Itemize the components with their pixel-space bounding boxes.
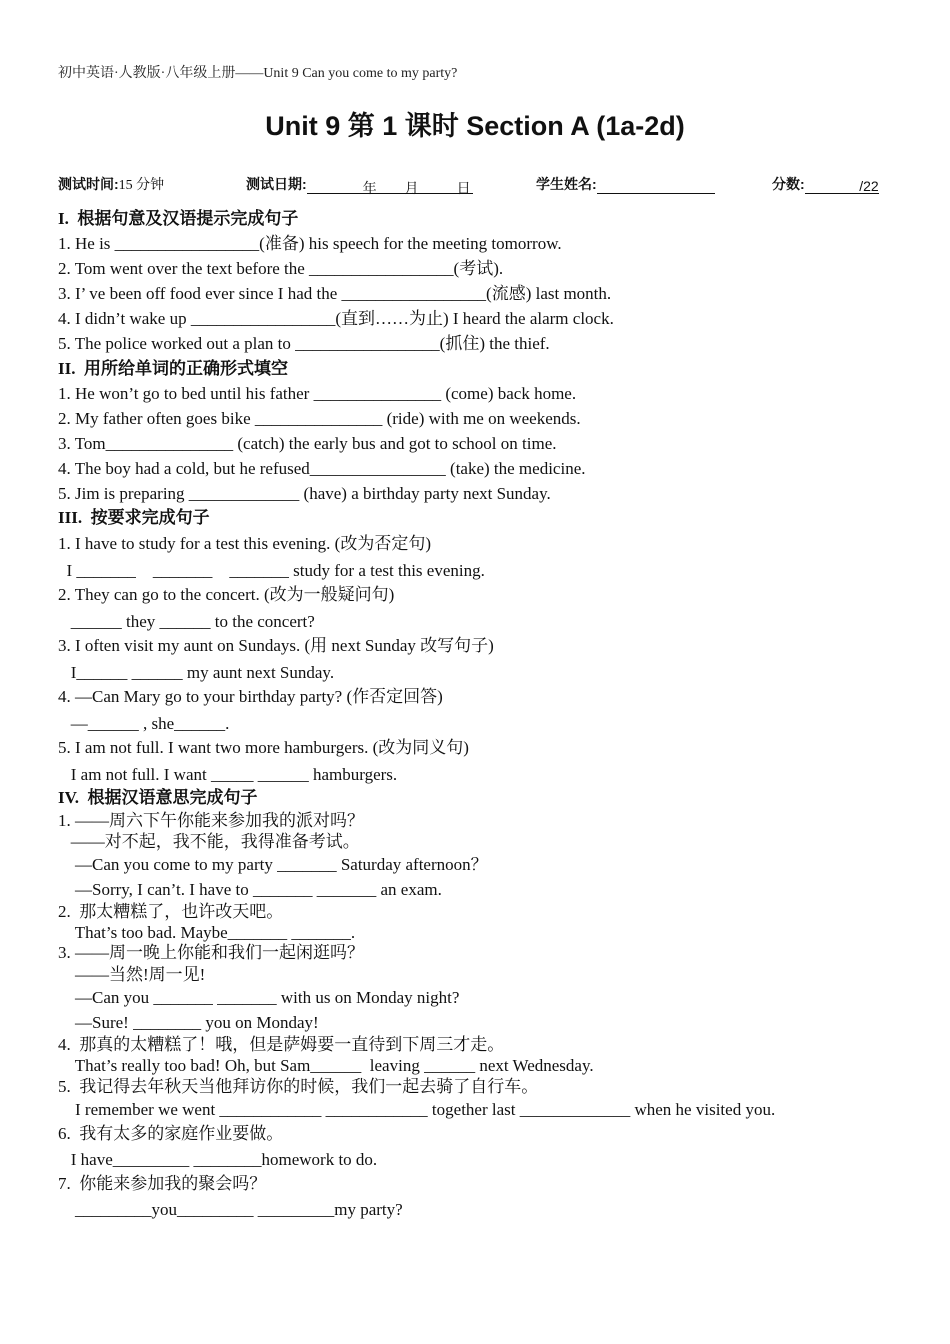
time-value: 15 分钟 [118, 178, 165, 193]
date-field[interactable] [307, 178, 473, 194]
question-line: 4. 那真的太糟糕了！哦，但是萨姆要一直待到下周三才走。 [58, 1035, 505, 1054]
month-label: 月 [404, 180, 419, 196]
test-date [246, 174, 473, 194]
question-line: 5. 我记得去年秋天当他拜访你的时候，我们一起去骑了自行车。 [58, 1077, 539, 1096]
answer-line: —______ , she______. [58, 714, 230, 733]
question-line: ——对不起，我不能，我得准备考试。 [58, 832, 360, 851]
question-line: 5. Jim is preparing _____________ (have) a birthday party next Sunday. [58, 484, 551, 503]
name-label: 学生姓名: [536, 176, 597, 192]
question-line: 2. Tom went over the text before the _________________(考试). [58, 259, 504, 278]
question-line: ——当然!周一见! [58, 965, 206, 984]
question-line: 4. I didn’t wake up _________________(直到……为止) I heard the alarm clock. [58, 309, 614, 328]
test-time [58, 174, 164, 194]
question-line: 4. —Can Mary go to your birthday party? (作否定回答) [58, 687, 443, 706]
question-line: 6. 我有太多的家庭作业要做。 [58, 1124, 284, 1143]
question-line: 7. 你能来参加我的聚会吗？ [58, 1174, 267, 1193]
section-title: II. 用所给单词的正确形式填空 [58, 359, 288, 378]
answer-line: That’s too bad. Maybe_______ _______. [58, 923, 356, 942]
date-label: 测试日期: [246, 176, 307, 192]
score-label: 分数: [772, 176, 805, 192]
question-line: 3. I often visit my aunt on Sundays. (用 next Sunday 改写句子) [58, 636, 494, 655]
student-name [536, 174, 715, 194]
question-line: 1. He is _________________(准备) his speech for the meeting tomorrow. [58, 234, 562, 253]
worksheet-title: Unit 9 第 1 课时 Section A (1a-2d) [265, 111, 685, 141]
answer-line: _________you_________ _________my party? [58, 1200, 403, 1219]
answer-line: —Sure! ________ you on Monday! [58, 1013, 319, 1032]
question-line: 1. ——周六下午你能来参加我的派对吗？ [58, 811, 364, 830]
question-line: 4. The boy had a cold, but he refused________________ (take) the medicine. [58, 459, 586, 478]
question-line: 2. They can go to the concert. (改为一般疑问句) [58, 585, 395, 604]
year-label: 年 [362, 180, 377, 196]
score-field[interactable]: /22 [805, 178, 879, 194]
answer-line: —Sorry, I can’t. I have to _______ _______ an exam. [58, 880, 442, 899]
page-header: 初中英语·人教版·八年级上册——Unit 9 Can you come to my party? [58, 66, 458, 81]
answer-line: —Can you come to my party _______ Saturday afternoon？ [58, 855, 488, 874]
answer-line: I______ ______ my aunt next Sunday. [58, 663, 335, 682]
question-line: 2. My father often goes bike _______________ (ride) with me on weekends. [58, 409, 581, 428]
section-title: I. 根据句意及汉语提示完成句子 [58, 209, 299, 228]
time-label: 测试时间: [58, 176, 119, 192]
name-field[interactable] [597, 178, 715, 194]
answer-line: I am not full. I want _____ ______ hamburgers. [58, 765, 398, 784]
question-line: 3. Tom_______________ (catch) the early bus and got to school on time. [58, 434, 557, 453]
answer-line: ______ they ______ to the concert? [58, 612, 315, 631]
answer-line: —Can you _______ _______ with us on Monday night? [58, 988, 460, 1007]
score [772, 174, 879, 194]
day-label: 日 [456, 180, 471, 196]
question-line: 3. ——周一晚上你能和我们一起闲逛吗？ [58, 943, 364, 962]
question-line: 1. He won’t go to bed until his father _______________ (come) back home. [58, 384, 577, 403]
question-line: 1. I have to study for a test this evening. (改为否定句) [58, 534, 431, 553]
answer-line: That’s really too bad! Oh, but Sam______ leaving ______ next Wednesday. [58, 1056, 594, 1075]
section-title: III. 按要求完成句子 [58, 508, 210, 527]
question-line: 5. I am not full. I want two more hamburgers. (改为同义句) [58, 738, 469, 757]
answer-line: I _______ _______ _______ study for a test this evening. [58, 561, 485, 580]
question-line: 2. 那太糟糕了，也许改天吧。 [58, 902, 284, 921]
question-line: 5. The police worked out a plan to _________________(抓住) the thief. [58, 334, 550, 353]
answer-line: I have_________ ________homework to do. [58, 1150, 378, 1169]
section-title: IV. 根据汉语意思完成句子 [58, 788, 258, 807]
question-line: 3. I’ ve been off food ever since I had the _________________(流感) last month. [58, 284, 612, 303]
answer-line: I remember we went ____________ ____________ together last _____________ when he visited you. [58, 1100, 776, 1119]
